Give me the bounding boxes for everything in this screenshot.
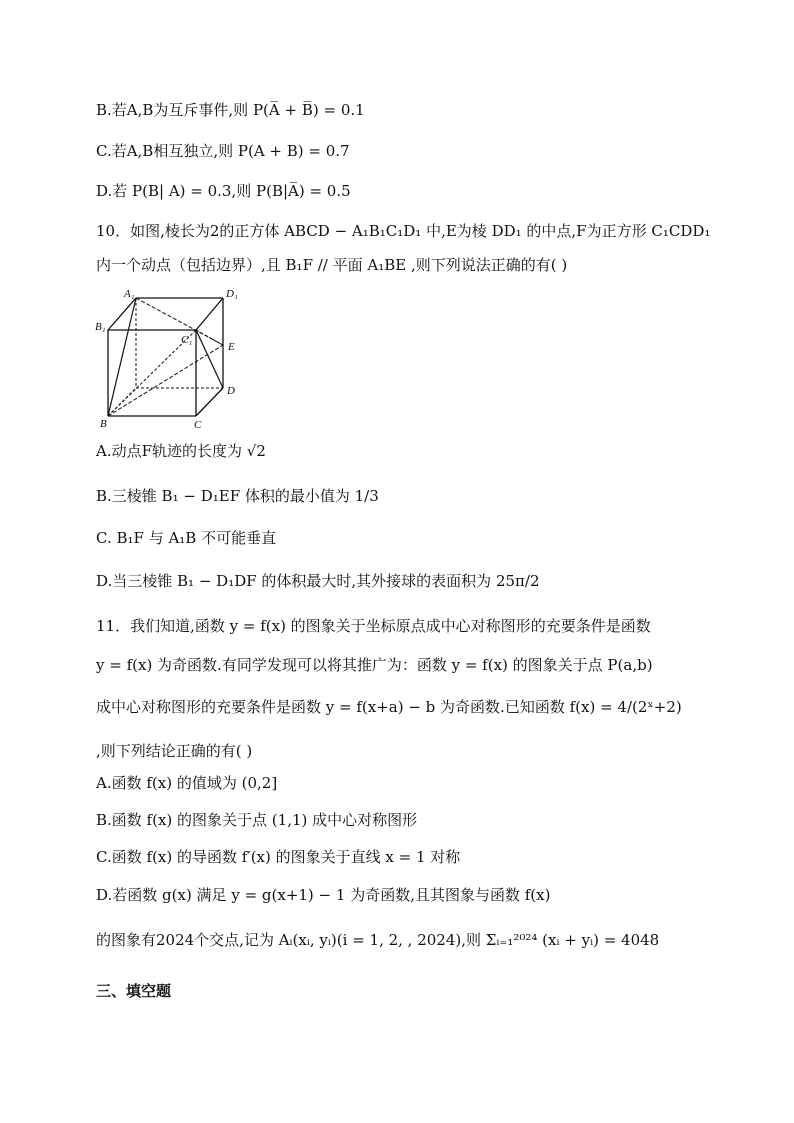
label-c: C bbox=[194, 419, 202, 431]
q10-option-c: C. B₁F 与 A₁B 不可能垂直 bbox=[96, 529, 277, 547]
q11-option-c: C.函数 f(x) 的导函数 f′(x) 的图象关于直线 x = 1 对称 bbox=[96, 848, 461, 866]
q9-option-c: C.若A,B相互独立,则 P(A + B) = 0.7 bbox=[96, 142, 350, 160]
q10-option-b: B.三棱锥 B₁ − D₁EF 体积的最小值为 1/3 bbox=[96, 487, 379, 505]
q9-option-b: B.若A,B为互斥事件,则 P(A̅ + B̅) = 0.1 bbox=[96, 101, 365, 119]
q10-stem-line2: 内一个动点（包括边界）,且 B₁F // 平面 A₁BE ,则下列说法正确的有( ) bbox=[96, 256, 568, 274]
label-b: B bbox=[100, 418, 107, 430]
q11-stem-line2: y = f(x) 为奇函数.有同学发现可以将其推广为：函数 y = f(x) 的图象关于点 P(a,b) bbox=[96, 656, 653, 674]
label-a1: A₁ bbox=[124, 288, 135, 300]
section-heading-fill-in: 三、填空题 bbox=[96, 982, 172, 1000]
q9-option-d: D.若 P(B| A) = 0.3,则 P(B|A̅) = 0.5 bbox=[96, 182, 351, 200]
q10-option-d: D.当三棱锥 B₁ − D₁DF 的体积最大时,其外接球的表面积为 25π/2 bbox=[96, 572, 540, 590]
q11-option-b: B.函数 f(x) 的图象关于点 (1,1) 成中心对称图形 bbox=[96, 811, 418, 829]
q11-stem-line1: 11．我们知道,函数 y = f(x) 的图象关于坐标原点成中心对称图形的充要条件是函数 bbox=[96, 617, 651, 635]
label-d1: D₁ bbox=[226, 288, 238, 300]
q10-option-a: A.动点F轨迹的长度为 √2 bbox=[96, 442, 266, 460]
q10-stem-line1: 10．如图,棱长为2的正方体 ABCD − A₁B₁C₁D₁ 中,E为棱 DD₁ 的中点,F为正方形 C₁CDD₁ bbox=[96, 222, 711, 240]
label-d: D bbox=[227, 385, 235, 397]
label-b1: B₁ bbox=[95, 321, 106, 333]
q11-option-a: A.函数 f(x) 的值域为 (0,2] bbox=[96, 774, 278, 792]
q11-stem-line4: ,则下列结论正确的有( ) bbox=[96, 742, 253, 760]
cube-figure bbox=[92, 285, 252, 435]
label-c1: C₁ bbox=[181, 334, 193, 346]
label-e: E bbox=[228, 341, 235, 353]
q11-option-d-continued: 的图象有2024个交点,记为 Aᵢ(xᵢ, yᵢ)(i = 1, 2, , 2024),则 Σᵢ₌₁²⁰²⁴ (xᵢ + yᵢ) = 4048 bbox=[96, 931, 660, 949]
q11-stem-line3: 成中心对称图形的充要条件是函数 y = f(x+a) − b 为奇函数.已知函数 f(x) = 4/(2ˣ+2) bbox=[96, 698, 682, 716]
q11-option-d: D.若函数 g(x) 满足 y = g(x+1) − 1 为奇函数,且其图象与函数 f(x) bbox=[96, 886, 551, 904]
